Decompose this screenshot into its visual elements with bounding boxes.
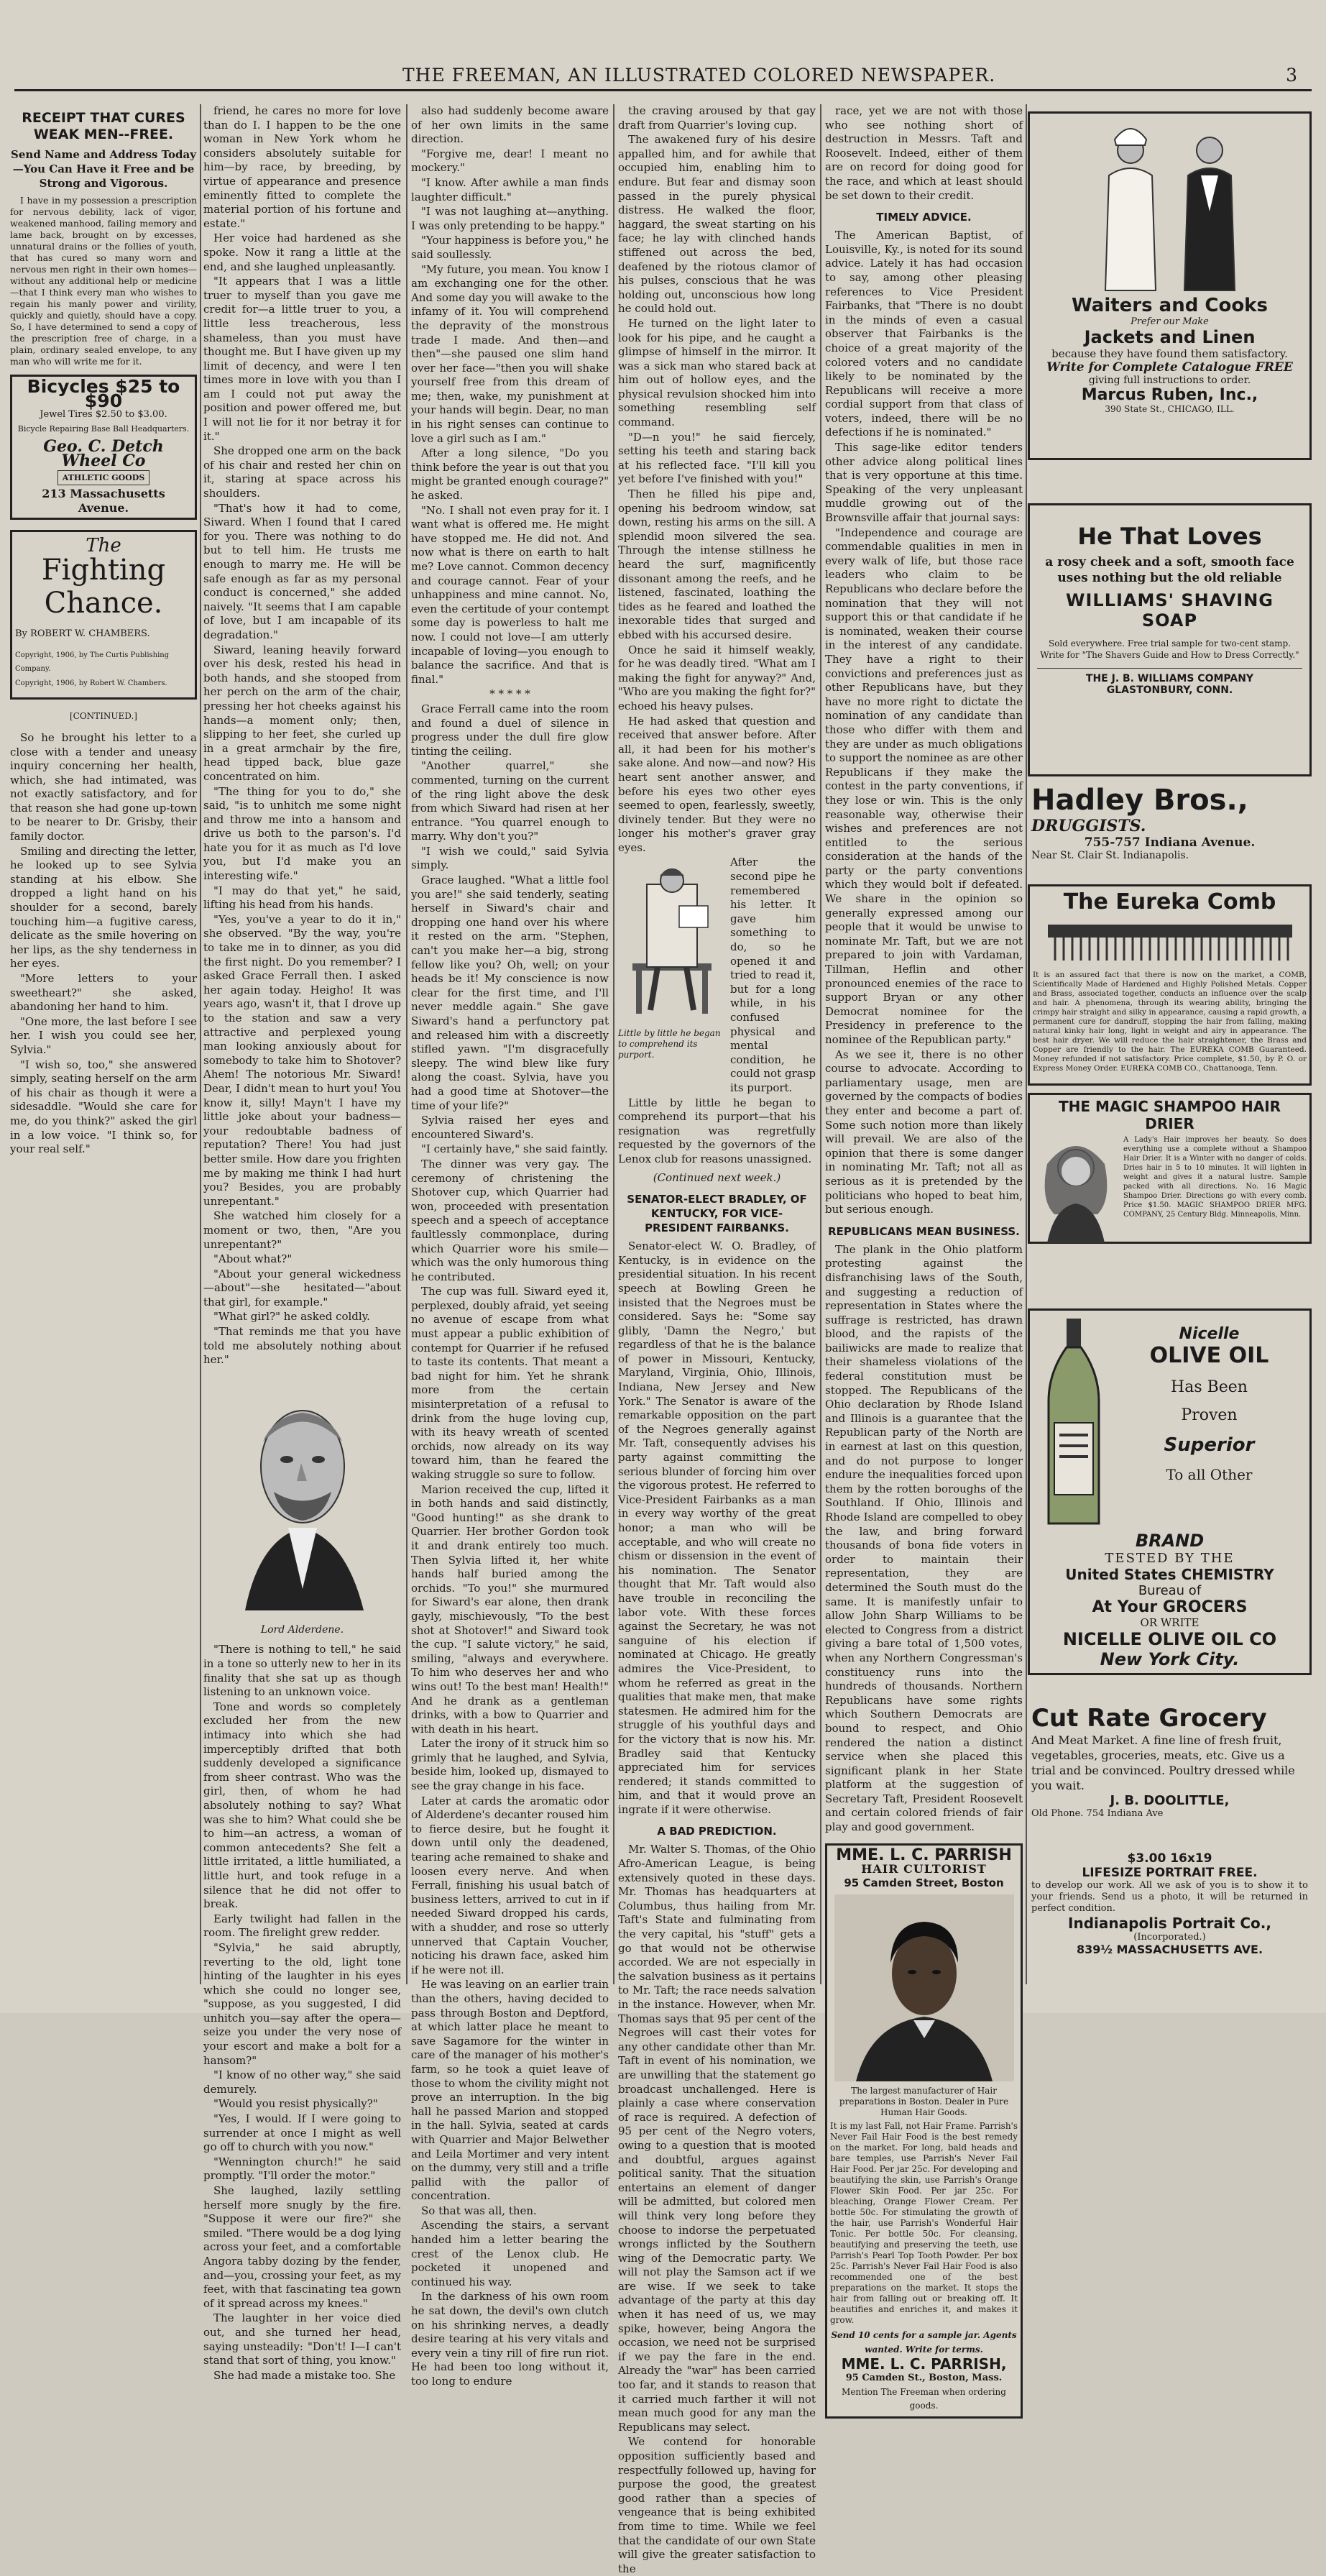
hadley-sub: DRUGGISTS.: [1031, 817, 1146, 835]
illustration-row: [618, 856, 816, 1096]
copyright-2: Copyright, 1906, by Robert W. Chambers.: [15, 679, 167, 687]
illustration-caption: Little by little he began to comprehend its purport.: [618, 1028, 721, 1060]
story-paragraph: Smiling and directing the letter, he looked up to see Sylvia standing at his elbow. She dropped a light hand on his shoulder for a second, barely touching him—a fugitive caress, delicate as the smile hovering on her lips, as the shy tenderness in her eyes.: [10, 844, 197, 971]
story-paragraph: friend, he cares no more for love than do I. I happen to be the one woman in New York whom he considers absolutely suitable for him—by race, by breeding, by virtue of appearance and presence eminently fitted to complete the material portion of his fortune and estate.": [203, 104, 401, 230]
story-paragraph: "Would you resist physically?": [213, 2097, 378, 2111]
parrish-address-2: 95 Camden St., Boston, Mass.: [845, 2373, 1003, 2384]
portrait-ad: [1031, 1851, 1308, 1956]
story-paragraph: She had made a mistake too. She: [213, 2368, 396, 2382]
lord-alderdene-portrait: [216, 1373, 389, 1618]
story-paragraph: Her voice had hardened as she spoke. Now it rang a little at the end, and she laughed unpleasantly.: [203, 232, 401, 273]
story-paragraph: The awakened fury of his desire appalled him, and for awhile that occupied him, enabling him to endure. But fear and dismay soon passed in the purely physical distress. He walked the floor, haggard, the sweat starting on his face; he lay with clinched hands stiffened out across the bed, deafened by the riotous clamor of his pulses, conscious that he was holding out, unconscious how long he could hold out.: [618, 133, 816, 316]
waiters-headline: Waiters and Cooks: [1072, 295, 1268, 316]
eureka-headline: The Eureka Comb: [1063, 889, 1276, 915]
column-rule: [406, 104, 408, 1984]
story-paragraph: "No. I shall not even pray for it. I want what is offered me. He might have stopped me. He did not. And now what is there on earth to halt me? Love cannot. Common decency and courage cannot. Fear of your unhappiness and mine cannot. No, even the certitude of your contempt some day is powerless to halt me now. I could not love—I am utterly incapable of loving—you enough to balance the sacrifice. And that is final.": [411, 503, 609, 686]
republicans-headline: REPUBLICANS MEAN BUSINESS.: [828, 1224, 1020, 1238]
story-paragraph: "I wish we could," said Sylvia simply.: [411, 844, 609, 872]
story-paragraph: Grace Ferrall came into the room and found a duel of silence in progress under the dull fire glow tinting the ceiling.: [411, 702, 609, 758]
story-paragraph: "About your general wickedness—about"—she hesitated—"about that girl, for example.": [203, 1267, 401, 1308]
parrish-name: MME. L. C. PARRISH: [836, 1846, 1012, 1864]
bicycles-tires: Jewel Tires $2.50 to $3.00.: [40, 409, 167, 421]
column-rule: [613, 104, 614, 1984]
story-paragraph: He turned on the light later to look for his pipe, and he caught a glimpse of himself in the mirror. It was a sick man who stared back at him out of hollow eyes, and the physical revulsion shocked him into something resembling self command.: [618, 316, 816, 429]
article-paragraph: As we see it, there is no other course to advocate. According to parliamentary usage, men are governed by the compacts of bodies they enter and become a part of. Some such notion more than likely will prevail. We are also of the opinion that there is some danger in nominating Mr. Taft; not all as serious as it is pretended by the politicians who hoped to beat him, but serious enough.: [825, 1048, 1023, 1216]
article-paragraph: We contend for honorable opposition sufficiently based and respectfully followed up, having for purpose the good, the greatest good rather than a species of vengeance that is being exhibited from time to time. While we feel that the candidate of our own State will give the greater satisfaction to the: [618, 2435, 816, 2575]
parrish-portrait: [834, 1894, 1014, 2081]
detch-logo: Geo. C. Detch Wheel Co: [43, 437, 164, 470]
olive-company: NICELLE OLIVE OIL CO: [1062, 1629, 1277, 1649]
story-paragraph: Sylvia raised her eyes and encountered Siward's.: [411, 1114, 609, 1141]
column-2: [203, 104, 401, 2382]
olive-bureau: Bureau of: [1138, 1583, 1202, 1598]
olive-oil-bottle-icon: [1034, 1315, 1113, 1531]
parrish-ad: [825, 1843, 1023, 2419]
waiters-address: 390 State St., CHICAGO, ILL.: [1105, 404, 1235, 414]
masthead-rule: [14, 89, 1312, 91]
grocery-ad: [1031, 1704, 1308, 1819]
olive-row: [1034, 1315, 1305, 1531]
column-3: [411, 104, 609, 2388]
williams-company: THE J. B. WILLIAMS COMPANY: [1037, 668, 1302, 684]
story-paragraph: "My future, you mean. You know I am exchanging one for the other. And some day you will awake to the infamy of it. You will comprehend the depravity of the monstrous trade I made. And then—and then"—she paused one slim hand over her face—"then you will shake yourself free from this dream of me; then, wake, my punishment at your hands will begin. Dear, no man in his right senses can continue to love a girl such as I am.": [411, 262, 609, 445]
story-paragraph: "I certainly have," she said faintly.: [421, 1142, 608, 1156]
williams-ad: [1028, 503, 1312, 776]
story-paragraph: "I may do that yet," he said, lifting his head from his hands.: [203, 884, 401, 912]
story-paragraph: He had asked that question and received that answer before. After all, it had been for his mother's sake alone. And now—and now? His heart sent another answer, and before his eyes two other eyes seemed to open, fearlessly, sweetly, divinely tender. But they were no longer his mother's graver gray eyes.: [618, 714, 816, 854]
article-paragraph: This sage-like editor tenders other advice along political lines that is very opportune at this time. Speaking of the very unpleasant muddle growing out of the Brownsville affair that journal says:: [825, 441, 1023, 525]
parrish-mention: Mention The Freeman when ordering goods.: [842, 2386, 1006, 2411]
story-paragraph: Siward, leaning heavily forward over his desk, rested his head in both hands, and she stooped from her perch on the arm of the chair, pressing her hot cheeks against his hands—a moment only; then, slipping to her feet, she curled up in a great armchair by the fire, head tipped back, blue gaze concentrated on him.: [203, 643, 401, 783]
portrait-caption: Lord Alderdene.: [260, 1623, 344, 1636]
column-rule: [1026, 104, 1027, 1984]
story-paragraph: "That reminds me that you have told me absolutely nothing about her.": [203, 1325, 401, 1367]
column-5: [825, 104, 1023, 2411]
section-break: * * * * *: [489, 687, 530, 701]
story-paragraph: The laughter in her voice died out, and she turned her head, saying unsteadily: "Don't! I—I can't stand that sort of thing, you know.": [203, 2311, 401, 2368]
portrait-price: $3.00 16x19: [1127, 1851, 1212, 1866]
story-paragraph: "I know. After awhile a man finds laughter difficult.": [411, 175, 609, 203]
athletic-goods: ATHLETIC GOODS: [57, 470, 150, 486]
story-paragraph: Marion received the cup, lifted it in both hands and said distinctly, "Good hunting!" as she drank to Quarrier. Her brother Gordon took it and drank entirely too much. Then Sylvia lifted it, her white hands half buried among the orchids. "To you!" she murmured for Siward's ear alone, then drank gayly, mischievously, "To the best shot at Shotover!" and Siward took the cup. "I salute victory," he said, smiling, "always and everywhere. To him who deserves her and who wins out! To the best man! Health!" And he drank as a gentleman drinks, with a bow to Quarrier and with death in his heart.: [411, 1482, 609, 1736]
story-paragraph: "I was not laughing at—anything. I was only pretending to be happy.": [411, 205, 609, 232]
story-paragraph: Early twilight had fallen in the room. The firelight grew redder.: [203, 1912, 401, 1940]
grocery-phone: Old Phone. 754 Indiana Ave: [1031, 1808, 1164, 1819]
title-the: The: [86, 535, 121, 557]
olive-brand-word: BRAND: [1135, 1531, 1205, 1551]
continued-next-week: (Continued next week.): [653, 1170, 781, 1184]
story-paragraph: "That's how it had to come, Siward. When I found that I cared for you. There was nothing to do but to tell him. He trusts me enough to marry me. He will be safe enough as far as my personal conduct is concerned," she added naively. "It seems that I am capable of love, but I am incapable of its degradation.": [203, 501, 401, 641]
article-paragraph: Senator-elect W. O. Bradley, of Kentucky, is in evidence on the presidential situation. In his recent speech at Bowling Green he insisted that the Negroes must be considered. Says he: "Some say glibly, 'Damn the Negro,' but regardless of that he is the balance of power in Missouri, Kentucky, Maryland, Virginia, Ohio, Illinois, Indiana, New Jersey and New York." The Senator is aware of the remarkable opposition on the part of the Negroes generally against Mr. Taft, consequently advises his party against committing the serious blunder of forcing him over the vigorous protest. He referred to Vice-President Fairbanks as a man in every way worthy of the great honor; a man who will be acceptable, and who will create no chism or dissension in the event of his nomination. The Senator thought that Mr. Taft would also have trouble in reconciling the labor vote. With these forces against the Secretary, he was not sanguine of his election if nominated at Chicago. He greatly admires the Vice-President, to whom he referred as great in the qualities that make men, that make statesmen. He admired him for the struggle of his youthful days and for the victory that is now his. Mr. Bradley said that Kentucky appreciated him for services rendered; it stands committed to him, and that it would prove an ingrate if it were otherwise.: [618, 1239, 816, 1816]
waiters-cooks-ad: [1028, 111, 1312, 460]
story-author: By ROBERT W. CHAMBERS.: [15, 628, 150, 639]
bicycles-ad: [10, 375, 197, 520]
parrish-ad-body: It is my last Fall, not Hair Frame. Parrish's Never Fail Hair Food is the best remedy on the market. For long, bald heads and bare temples, use Parrish's Never Fail Hair Food. Per jar 25c. For developing and beautifying the skin, use Parrish's Orange Flower Skin Food. Per jar 25c. For bleaching, Orange Flower Cream. Per bottle 50c. For stimulating the growth of the hair, use Parrish's Wonderful Hair Tonic. Per bottle 50c. For cleansing, beautifying and preserving the teeth, use Parrish's Pearl Top Tooth Powder. Per box 25c. Parrish's Never Fail Hair Food is also recommended one of the best preparations on the market. It stops the hair from falling out or breaking off. It beautifies and enriches it, and makes it grow.: [830, 2121, 1018, 2326]
bicycles-headline: Bicycles $25 to $90: [27, 376, 180, 411]
waiters-prefer: Prefer our Make: [1131, 316, 1209, 327]
story-paragraph: "Yes, you've a year to do it in," she observed. "By the way, you're to take me in to dinner, as you did the first night. Do you remember? I asked Grace Ferrall then. I asked her again today. Heigho! It was years ago, wasn't it, that I drove up to the station and saw a very attractive and perplexed young man looking anxiously about for somebody to take him to Shotover? Ahem! The notorious Mr. Siward! Dear, I didn't mean to hurt you! You know it, silly! Mayn't I have my little joke about your badness—your redoubtable badness of reputation? There! You had just better smile. How dare you frighten me by making me think I had hurt you? Besides, you are probably unrepentant.": [203, 912, 401, 1208]
hadley-address: 755-757 Indiana Avenue.: [1084, 835, 1256, 850]
story-paragraph: "I know of no other way," she said demurely.: [203, 2068, 401, 2096]
story-paragraph: After the second pipe he remembered his letter. It gave him something to do, so he opened it and tried to read it, but for a long while, in his confused physical and mental condition, he could not grasp its purport.: [730, 856, 816, 1094]
olive-proven: Proven: [1181, 1406, 1238, 1424]
olive-has-been: Has Been: [1171, 1378, 1248, 1396]
story-paragraph: She watched him closely for a moment or two, then, "Are you unrepentant?": [203, 1209, 401, 1251]
olive-brand: Nicelle: [1179, 1325, 1240, 1343]
column-1: [10, 104, 197, 1984]
story-paragraph: Later at cards the aromatic odor of Alderdene's decanter roused him to fierce desire, but he fought it down until only the deadened, tearing ache remained to shake and loosen every nerve. And when Ferrall, finishing his usual batch of business letters, arrived to cut in if needed Siward dropped his cards, with a shudder, and rose so utterly unnerved that Captain Voucher, noticing his drawn face, asked him if he were not ill.: [411, 1794, 609, 1976]
hadley-ad: [1031, 784, 1308, 861]
article-paragraph: race, yet we are not with those who see nothing short of destruction in Messrs. Taft and Roosevelt. Indeed, either of them are on record for doing good for the race, and which at least should be set down to their credit.: [825, 104, 1023, 202]
masthead-title: THE FREEMAN, AN ILLUSTRATED COLORED NEWSPAPER.: [402, 65, 996, 86]
parrish-caption: The largest manufacturer of Hair preparations in Boston. Dealer in Pure Human Hair Goods.: [839, 2086, 1009, 2118]
olive-city: New York City.: [1100, 1649, 1240, 1669]
shampoo-body: A Lady's Hair improves her beauty. So does everything use a complete without a Shampoo Hair Drier. It is a Winter with no danger of colds. Dries hair in 5 to 10 minutes. It will lighten in weight and gives it a natural lustre. Sample packed with all directions. No. 16 Magic Shampoo Drier. Directions go with every comb. Price $1.50. MAGIC SHAMPOO DRIER MFG. COMPANY, 25 Century Bldg. Minneapolis, Minn.: [1123, 1136, 1307, 1219]
grocery-headline: Cut Rate Grocery: [1031, 1704, 1267, 1733]
illustration-block: [618, 856, 726, 1096]
story-paragraph: Later the irony of it struck him so grimly that he laughed, and Sylvia, beside him, looked up, dismayed to see the gray change in his face.: [411, 1737, 609, 1793]
story-paragraph: "The thing for you to do," she said, "is to unhitch me some night and throw me into a hansom and drive us both to the parson's. I'd hate you for it as much as I'd love you, but I'd make you an interesting wife.": [203, 784, 401, 883]
story-paragraph: The cup was full. Siward eyed it, perplexed, doubly afraid, yet seeing no avenue of escape from what must appear a public exhibition of contempt for Quarrier if he refused to taste its contents. That meant a bad night for him. Yet he shrank more from the certain misinterpretation of a refusal to drink from the huge loving cup, with its heavy wreath of scented orchids, now already on its way toward him, than he feared the waking struggle so sure to follow.: [411, 1285, 609, 1481]
receipt-body: I have in my possession a prescription for nervous debility, lack of vigor, weakened manhood, failing memory and lame back, brought on by excesses, unnatural drains or the follies of youth, that has cured so many worn and nervous men right in their own homes—without any additional help or medicine—that I think every man who wishes to regain his manly power and virility, quickly and quietly, should have a copy. So, I have determined to send a copy of the prescription free of charge, in a plain, ordinary sealed envelope, to any man who will write me for it.: [10, 195, 197, 367]
shampoo-headline: THE MAGIC SHAMPOO HAIR DRIER: [1058, 1098, 1281, 1132]
article-paragraph: The plank in the Ohio platform protesting against the disfranchising laws of the South, and suggesting a reduction of representation in States where the suffrage is restricted, has drawn blood, and the rapists of the bailiwicks are made to realize that their shameless violations of the federal constitution must be stopped. The Republicans of the Ohio declaration by Rhode Island and Illinois is a guarantee that the Republican party of the North are in earnest at last on this question, and do not purpose to longer endure the inequalities forced upon them by the rotten boroughs of the Southland. If Ohio, Illinois and Rhode Island are compelled to obey the law, and bring forward thousands of bona fide voters in order to maintain their representation, they are determined the South must do the same. It is manifestly unfair to allow John Sharp Williams to be elected to Congress from a district giving a bare total of 1,500 votes, when any Northern Congressman's constituency runs into the hundreds of thousands. Northern Republicans have some rights which Southern Democrats are bound to respect, and Ohio rendered the nation a distinct service when she placed this significant plank in her State platform at the suggestion of Secretary Taft, President Roosevelt and certain colored friends of fair play and good government.: [825, 1242, 1023, 1834]
waiters-jackets: Jackets and Linen: [1084, 327, 1256, 347]
story-paragraph: So that was all, then.: [421, 2204, 537, 2217]
loves-sub: a rosy cheek and a soft, smooth face uses nothing but the old reliable: [1045, 555, 1294, 585]
fighting-chance-title-box: [10, 530, 197, 700]
story-paragraph: After a long silence, "Do you think before the year is out that you might be granted enough courage?" he asked.: [411, 446, 609, 503]
story-paragraph: "Another quarrel," she commented, turning on the current of the ring light above the desk from which Siward had risen at her entrance. "You quarrel enough to marry. Why don't you?": [411, 759, 609, 843]
page-number: 3: [1286, 65, 1297, 86]
story-paragraph: Once he said it himself weakly, for he was deadly tired. "What am I making the fight for anyway?" And, "Who are you making the fight for?" echoed his heavy pulses.: [618, 643, 816, 712]
story-paragraph: "More letters to your sweetheart?" she asked, abandoning her hand to him.: [10, 972, 197, 1014]
waiters-company: Marcus Ruben, Inc.,: [1081, 386, 1258, 404]
story-title: Fighting Chance.: [41, 553, 166, 620]
williams-city: GLASTONBURY, CONN.: [1106, 684, 1233, 696]
story-paragraph: She dropped one arm on the back of his chair and rested her chin on it, staring at space across his shoulders.: [203, 444, 401, 500]
story-paragraph: Ascending the stairs, a servant handed him a letter bearing the crest of the Lenox club. He pocketed it unopened and continued his way.: [411, 2219, 609, 2288]
story-paragraph: In the darkness of his own room he sat down, the devil's own clutch on his shrinking nerves, a deadly desire tearing at his very vitals and every vein a tiny rill of fire run riot. He had been too long without it, too long to endure: [411, 2290, 609, 2388]
story-paragraph: "It appears that I was a little truer to myself than you gave me credit for—a little truer to you, a little less treacherous, less shameless, than you must have thought me. But I have given up my limit of decency, and were I ten times more in love with you than I am I could not put away the position and power offered me, but I will not lie for it nor betray it for it.": [203, 275, 401, 443]
copyright-1: Copyright, 1906, by The Curtis Publishing Company.: [15, 651, 170, 674]
story-paragraph: "Wennington church!" he said promptly. "I'll order the motor.": [203, 2155, 401, 2183]
story-paragraph: also had suddenly become aware of her own limits in the same direction.: [411, 104, 609, 146]
receipt-subhead: Send Name and Address Today—You Can Have it Free and be Strong and Vigorous.: [11, 148, 196, 190]
shampoo-row: [1033, 1135, 1307, 1243]
article-paragraph: Mr. Walter S. Thomas, of the Ohio Afro-American League, is being extensively quoted in these days. Mr. Thomas has headquarters at Columbus, thus hailing from Mr. Taft's State and fulminating from the very capital, his "stuff" gets a go that would not be otherwise accorded. We are not especially in the salvation business as it pertains to Mr. Taft; the race needs salvation in the instance. However, when Mr. Thomas says that 95 per cent of the Negroes will cast their votes for any other candidate other than Mr. Taft in event of his nomination, we are unwilling that the statement go broadcast unchallenged. Here is plainly a case where conservation of race is required. A defection of 95 per cent of the Negro voters, owing to a question that is mooted and doubtful, argues against political sanity. That the situation entertains an element of danger will be admitted, but colored men will think very long before they choose to indorse the perpetuated wrongs inflicted by the Southern wing of the Democratic party. We will not play the Samson act if we are wise. If we seek to take advantage of the party at this day when it has need of us, we may spike, however, being Angora the occasion, we need not be surprised if we pay the fare in the end. Already the "war" has been carried too far, and it stands to reason that it carried much farther it will not mean much good for any man the Republicans may select.: [618, 1843, 816, 2434]
waiters-because: because they have found them satisfactory.: [1051, 347, 1288, 360]
waiters-catalogue: Write for Complete Catalogue FREE: [1046, 360, 1293, 375]
olive-name: OLIVE OIL: [1149, 1343, 1269, 1368]
waiters-instructions: giving full instructions to order.: [1088, 375, 1251, 386]
parrish-address: 95 Camden Street, Boston: [844, 1876, 1004, 1889]
masthead: [14, 65, 1312, 93]
continued-label: [CONTINUED.]: [69, 711, 137, 722]
olive-grocers: At Your GROCERS: [1092, 1598, 1248, 1616]
column-rule: [820, 104, 821, 1984]
story-paragraph: "D—n you!" he said fiercely, setting his teeth and staring back at his reflected face. "I'll kill you yet before I've finished with you!": [618, 430, 816, 486]
hadley-near: Near St. Clair St. Indianapolis.: [1031, 850, 1189, 861]
comb-icon: [1041, 917, 1299, 968]
story-paragraph: "Sylvia," he said abruptly, reverting to the old, light tone hinting of the laughter in his eyes which she could no longer see, "suppose, as you suggested, I did unhitch you—say after the opera—seize you under the very nose of your escort and make a bolt for a hansom?": [203, 1940, 401, 2067]
story-paragraph: "I wish so, too," she answered simply, seating herself on the arm of his chair as though it were a sidesaddle. "Would she care for me, do you think?" asked the girl in a low voice. "I think so, for your real self.": [10, 1058, 197, 1156]
parrish-send: Send 10 cents for a sample jar. Agents wanted. Write for terms.: [831, 2330, 1017, 2355]
parrish-title: HAIR CULTORIST: [861, 1862, 987, 1876]
article-paragraph: "Independence and courage are commendable qualities in men in every walk of life, but those race leaders who claim to be Republicans who declare before the nomination that they will not support this or that candidate if he is nominated, weaken their course in the interest of any candidate. They have a right to their convictions and preferences just as other Republicans have, but they have no more right to dictate the nomination of any candidate than those who differ with them and they are under as much obligations to support the nominee as are other Republicans if they make the contest in the party conventions, if they lose or win. This is the only reasonable way, otherwise their wishes and preferences are not entitled to the serious consideration at the hands of the party or the party conventions which they would bolt if defeated. We share in the opinion so generally expressed among our people that it would be unwise to nominate Mr. Taft, but we are not prepared to join with Vardaman, Tillman, Heflin and other pronounced enemies of the race to support Bryan or any other Democrat nominee for the Presidency in preference to the nominee of the Republican party.": [825, 526, 1023, 1046]
grocery-name: J. B. DOOLITTLE,: [1110, 1793, 1230, 1808]
bicycles-repairing: Bicycle Repairing Base Ball Headquarters.: [17, 423, 190, 434]
story-paragraph: Then he filled his pipe and, opening his bedroom window, sat down, resting his arms on the sill. A splendid moon silvered the sea. Through the intense stillness he heard the surf, magnificently dissonant among the reefs, and he listened, fascinated, loathing the tides as he feared and loathed the inexorable tides that surged and ebbed with his accursed desire.: [618, 487, 816, 641]
williams-sub: Sold everywhere. Free trial sample for two-cent stamp. Write for "The Shavers Guide and How to Dress Correctly.": [1040, 638, 1299, 660]
story-paragraph: Little by little he began to comprehend its purport—that his resignation was regretfully requested by the governors of the Lenox club for reasons unassigned.: [618, 1096, 816, 1165]
nicelle-olive-oil-ad: [1028, 1308, 1312, 1675]
story-paragraph: the craving aroused by that gay draft from Quarrier's loving cup.: [618, 104, 816, 132]
column-rule: [200, 104, 201, 1984]
story-paragraph: She laughed, lazily settling herself more snugly by the fire. "Suppose it were our fire?" she smiled. "There would be a dog lying across your feet, and a comfortable Angora tabby dozing by the fender, and—you, crossing your feet, as my feet, with that fascinating tea gown of it spread across my knees.": [203, 2184, 401, 2310]
eureka-comb-ad: [1028, 884, 1312, 1086]
detch-address: 213 Massachusetts Avenue.: [42, 487, 165, 515]
article-paragraph: The American Baptist, of Louisville, Ky., is noted for its sound advice. Lately it has had occasion to say, among other pleasing references to Vice President Fairbanks, that "There is no doubt in the minds of even a casual observer that Fairbanks is the choice of a great majority of the colored voters and no candidate likely to be nominated by the Republicans will receive a more cordial support from that class of voters, indeed, there will be no defections if he is nominated.": [825, 229, 1023, 439]
prediction-headline: A BAD PREDICTION.: [657, 1825, 777, 1838]
hadley-name: Hadley Bros.,: [1031, 784, 1248, 817]
story-paragraph: "Your happiness is before you," he said soullessly.: [411, 234, 609, 261]
portrait-body: to develop our work. All we ask of you is to show it to your friends. Send us a photo, it will be returned in perfect condition.: [1031, 1880, 1308, 1914]
shampoo-woman-illustration: [1033, 1135, 1119, 1243]
olive-or-write: OR WRITE: [1140, 1616, 1200, 1629]
williams-brand: WILLIAMS' SHAVING SOAP: [1066, 590, 1274, 631]
story-paragraph: So he brought his letter to a close with a tender and uneasy inquiry concerning her health, which, she had intimated, was not exactly satisfactory, and for that reason she had gone up-town to be nearer to Dr. Grisby, their family doctor.: [10, 730, 197, 843]
magic-shampoo-ad: [1028, 1093, 1312, 1244]
portrait-company: Indianapolis Portrait Co.,: [1068, 1915, 1271, 1932]
portrait-address: 839½ MASSACHUSETTS AVE.: [1076, 1943, 1263, 1956]
olive-text: [1113, 1315, 1305, 1531]
bradley-headline: SENATOR-ELECT BRADLEY, OF KENTUCKY, FOR VICE-PRESIDENT FAIRBANKS.: [627, 1193, 807, 1235]
timely-advice-headline: TIMELY ADVICE.: [876, 211, 972, 224]
story-paragraph: Grace laughed. "What a little fool you are!" she said tenderly, seating herself in Siward's chair and dropping one hand over his where it rested on the arm. "Stephen, can't you make her—a big, strong fellow like you? Oh, well; on your heads be it! My conscience is now clear for the first time, and I'll never meddle again." She gave Siward's hand a perfunctory pat and released him with a discreetly stifled yawn. "I'm disgracefully sleepy. The wind blew like fury along the coast. Sylvia, have you had a good time at Shotover—the time of your life?": [411, 874, 609, 1112]
olive-to-all: To all Other: [1166, 1466, 1253, 1483]
portrait-headline: LIFESIZE PORTRAIT FREE.: [1082, 1866, 1258, 1880]
parrish-name-2: MME. L. C. PARRISH,: [841, 2355, 1007, 2373]
olive-superior: Superior: [1164, 1434, 1255, 1456]
story-paragraph: "One more, the last before I see her. I wish you could see her, Sylvia.": [10, 1014, 197, 1056]
grocery-body: And Meat Market. A fine line of fresh fruit, vegetables, groceries, meats, etc. Give us a trial and be convinced. Poultry dressed while you wait.: [1031, 1733, 1295, 1792]
loves-headline: He That Loves: [1077, 523, 1262, 550]
column-4: [618, 104, 816, 2575]
receipt-headline: RECEIPT THAT CURES WEAK MEN--FREE.: [22, 110, 185, 142]
story-paragraph: He was leaving on an earlier train than the others, having decided to pass through Boston and Deptford, at which latter place he meant to save Sagamore for the winter in care of the manager of his mother's farm, so he took a quiet leave of those to whom the civility might not prove an interruption. In the big hall he passed Marion and stopped in the hall. Sylvia, seated at cards with Quarrier and Major Belwether and Leila Mortimer and very intent on the dummy, very still and a trifle pallid with the pallor of concentration.: [411, 1978, 609, 2203]
story-paragraph: The dinner was very gay. The ceremony of christening the Shotover cup, which Quarrier had won, proceeded with presentation speech and a speech of acceptance faultlessly commonplace, during which Quarrier wore his smile—which was the only humorous thing he contributed.: [411, 1157, 609, 1283]
story-paragraph: "About what?": [213, 1252, 293, 1266]
story-paragraph: "There is nothing to tell," he said in a tone so utterly new to her in its finality that she sat up as though listening to an unknown voice.: [203, 1643, 401, 1699]
waiters-illustration: [1073, 118, 1267, 290]
story-paragraph: "What girl?" he asked coldly.: [213, 1310, 370, 1324]
eureka-body: It is an assured fact that there is now on the market, a COMB, Scientifically Made of Hardened and Highly Polished Metals. Copper and Brass, associated together, conducts an influence over the scalp and hair. A phenomena, through its wearing ability, bringing the crimpy hair straight and silky in appearance, causing a rapid growth, a permanent cure for dandruff, stopping the hair from falling, making natural kinky hair long, light in weight and airy in appearance. The best hair dryer. We will reduce the hair straightener, the Brass and Copper are friendly to the hair. The EUREKA COMB Guaranteed. Money refunded if not satisfactory. Price complete, $1.50, by P. O. or Express Money Order. EUREKA COMB CO., Chattanooga, Tenn.: [1033, 971, 1307, 1073]
olive-tested: TESTED BY THE: [1105, 1551, 1235, 1566]
olive-us-chemistry: United States CHEMISTRY: [1065, 1566, 1274, 1583]
man-reading-illustration: [618, 856, 726, 1021]
story-paragraph: "Forgive me, dear! I meant no mockery.": [411, 147, 609, 175]
story-paragraph: Tone and words so completely excluded her from the new intimacy into which she had imperceptibly drifted that both suddenly developed a significance from sheer contrast. Who was the girl, then, of whom he had absolutely nothing to say? What was she to him? What could she be to him—an actress, a woman of common antecedents? She felt a little irritated, a little humiliated, a little hurt, and took refuge in a silence that he did not offer to break.: [203, 1700, 401, 1911]
story-paragraph: "Yes, I would. If I were going to surrender at once I might as well go off to church with you now.": [203, 2112, 401, 2154]
portrait-inc: (Incorporated.): [1133, 1932, 1206, 1943]
